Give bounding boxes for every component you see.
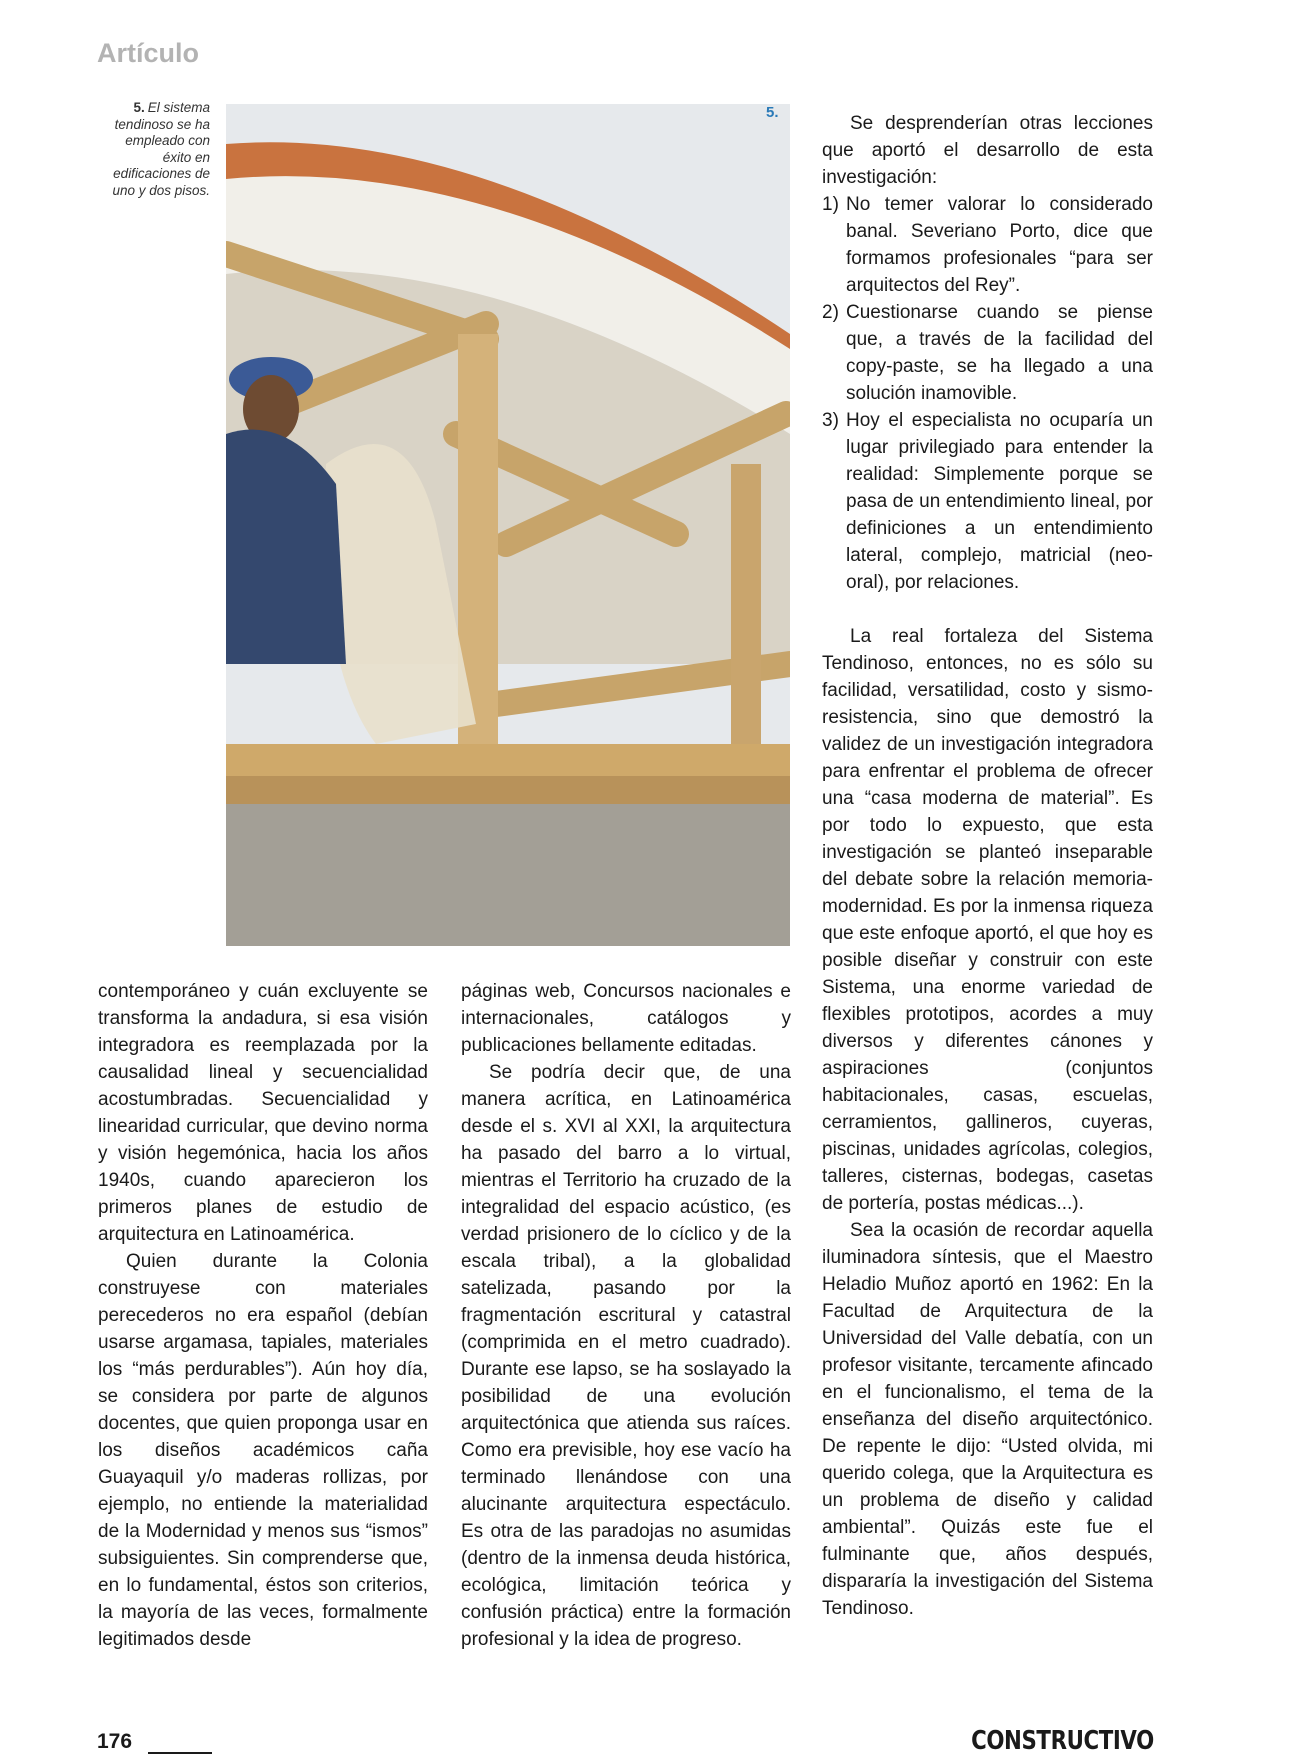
construction-photo: [226, 104, 790, 946]
photo-number: 5.: [766, 104, 779, 121]
list-item: [822, 299, 1153, 407]
paragraph: Quien durante la Colonia construyese con materiales perecederos no era español (debían usarse argamasa, tapiales, materiales los “más perdurables”). Aún hoy día, se considera por parte de algunos docentes, que quien proponga usar en los diseños académicos caña Guayaquil y/o maderas rollizas, por ejemplo, no entiende la materialidad de la Modernidad y menos sus “ismos” subsiguientes. Sin comprenderse que, en lo fundamental, éstos son criterios, la mayoría de las veces, formalmente legitimados desde: [98, 1251, 428, 1650]
paragraph: La real fortaleza del Sistema Tendinoso, entonces, no es sólo su facilidad, versatilidad, costo y sismo-resistencia, sino que demostró la validez de un investigación integradora para enfrentar el problema de ofrecer una “casa moderna de material”. Es por todo lo expuesto, que esta investigación se planteó inseparable del debate sobre la relación memoria-modernidad. Es por la inmensa riqueza que este enfoque aportó, el que hoy es posible diseñar y construir con este Sistema, una enorme variedad de flexibles prototipos, acordes a muy diversos y diferentes cánones y aspiraciones (conjuntos habitacionales, casas, escuelas, cerramientos, gallineros, cuyeras, piscinas, unidades agrícolas, colegios, talleres, cisternas, bodegas, casetas de portería, postas médicas...).: [822, 626, 1153, 1214]
list-marker: 3): [822, 410, 839, 431]
paragraph: Se podría decir que, de una manera acrítica, en Latinoamérica desde el s. XVI al XXI, la arquitectura ha pasado del barro a lo virtual, mientras el Territorio ha cruzado de la integralidad del espacio acústico, (es verdad prisionero de lo cíclico y de la escala tribal), a la globalidad satelizada, pasando por la fragmentación escritural y catastral (comprimida en el metro cuadrado). Durante ese lapso, se ha soslayado la posibilidad de una evolución arquitectónica que atienda sus raíces. Como era previsible, hoy ese vacío ha terminado llenándose con una alucinante arquitectura espectáculo. Es otra de las paradojas no asumidas (dentro de la inmensa deuda histórica, ecológica, limitación teórica y confusión práctica) entre la formación profesional y la idea de progreso.: [461, 1062, 791, 1650]
paragraph: contemporáneo y cuán excluyente se transforma la andadura, si esa visión integradora es reemplazada por la causalidad lineal y secuencialidad acostumbradas. Secuencialidad y linearidad curricular, que devino norma y visión hegemónica, hacia los años 1940s, cuando aparecieron los primeros planes de estudio de arquitectura en Latinoamérica.: [98, 981, 428, 1245]
figure-caption: [100, 100, 210, 199]
text-column-2: [461, 978, 791, 1653]
paragraph: páginas web, Concursos nacionales e internacionales, catálogos y publicaciones bellamente editadas.: [461, 981, 791, 1056]
footer-rule: [148, 1752, 212, 1754]
list-item: [822, 191, 1153, 299]
list-item-text: Cuestionarse cuando se piense que, a través de la facilidad del copy-paste, se ha llegado a una solución inamovible.: [846, 302, 1153, 404]
figure-number: 5.: [133, 100, 145, 115]
text-column-1: [98, 978, 428, 1653]
list-item-text: No temer valorar lo considerado banal. Severiano Porto, dice que formamos profesionales “para ser arquitectos del Rey”.: [846, 194, 1153, 296]
lessons-list: [822, 191, 1153, 596]
list-item-text: Hoy el especialista no ocuparía un lugar privilegiado para entender la realidad: Simplemente porque se pasa de un entendimiento lineal, por definiciones a un entendimiento lateral, complejo, matricial (neo-oral), por relaciones.: [846, 410, 1153, 593]
list-marker: 2): [822, 302, 839, 323]
magazine-logo: CONSTRUCTIVO: [971, 1726, 1154, 1756]
list-marker: 1): [822, 194, 839, 215]
figure-caption-text: El sistema tendinoso se ha empleado con éxito en edificaciones de uno y dos pisos.: [112, 100, 210, 198]
section-label: Artículo: [97, 38, 200, 68]
text-column-3: [822, 110, 1153, 1622]
list-item: [822, 407, 1153, 596]
paragraph: Sea la ocasión de recordar aquella iluminadora síntesis, que el Maestro Heladio Muñoz aportó en 1962: En la Facultad de Arquitectura de la Universidad del Valle debatía, con un profesor visitante, tercamente afincado en el funcionalismo, el tema de la enseñanza del diseño arquitectónico. De repente le dijo: “Usted olvida, mi querido colega, que la Arquitectura es un problema de diseño y calidad ambiental”. Quizás este fue el fulminante que, años después, dispararía la investigación del Sistema Tendinoso.: [822, 1220, 1153, 1619]
paragraph: Se desprenderían otras lecciones que aportó el desarrollo de esta investigación:: [822, 113, 1153, 188]
page-number: 176: [97, 1730, 133, 1753]
bamboo-structure-illustration: [226, 104, 790, 946]
